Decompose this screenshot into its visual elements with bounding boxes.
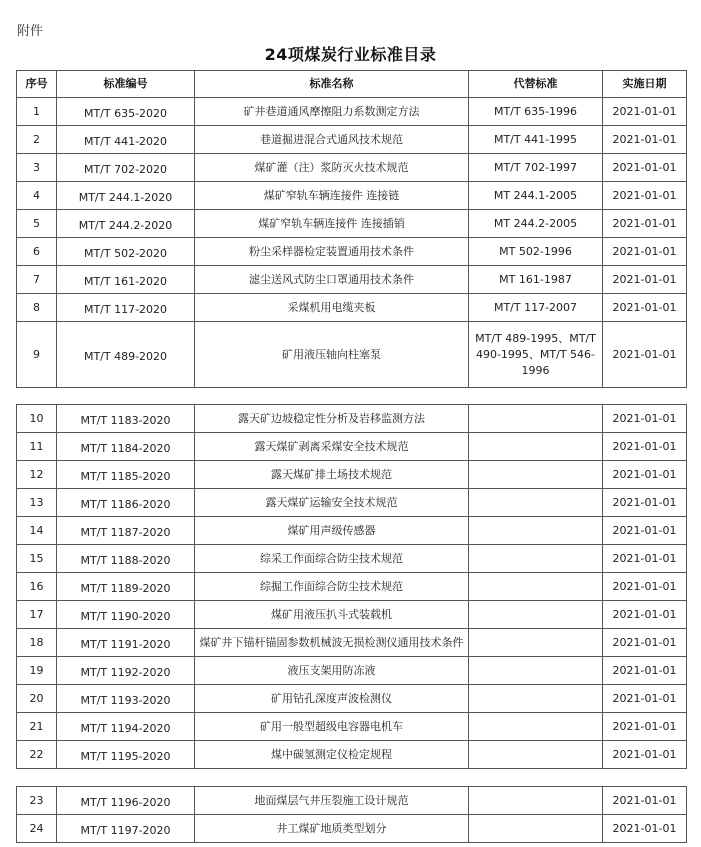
cell-code: MT/T 1195-2020	[57, 741, 195, 769]
cell-date: 2021-01-01	[603, 210, 687, 238]
cell-date: 2021-01-01	[603, 787, 687, 815]
table-row	[17, 433, 687, 461]
cell-no: 1	[17, 98, 57, 126]
cell-code: MT/T 1191-2020	[57, 629, 195, 657]
table-row	[17, 489, 687, 517]
cell-no: 15	[17, 545, 57, 573]
cell-no: 13	[17, 489, 57, 517]
table-row	[17, 815, 687, 843]
cell-name: 综采工作面综合防尘技术规范	[195, 545, 469, 573]
table-row	[17, 405, 687, 433]
cell-name: 煤矿灌（注）浆防灭火技术规范	[195, 154, 469, 182]
cell-code: MT/T 635-2020	[57, 98, 195, 126]
header-replaces: 代替标准	[469, 71, 603, 98]
cell-replaces	[469, 741, 603, 769]
cell-date: 2021-01-01	[603, 601, 687, 629]
cell-no: 6	[17, 238, 57, 266]
cell-no: 22	[17, 741, 57, 769]
cell-date: 2021-01-01	[603, 238, 687, 266]
table-header-row	[17, 71, 687, 98]
table-row	[17, 294, 687, 322]
cell-replaces	[469, 545, 603, 573]
cell-no: 20	[17, 685, 57, 713]
cell-replaces	[469, 517, 603, 545]
header-no: 序号	[17, 71, 57, 98]
cell-code: MT/T 244.2-2020	[57, 210, 195, 238]
cell-replaces: MT/T 441-1995	[469, 126, 603, 154]
cell-date: 2021-01-01	[603, 182, 687, 210]
cell-date: 2021-01-01	[603, 154, 687, 182]
cell-date: 2021-01-01	[603, 489, 687, 517]
table-row	[17, 685, 687, 713]
cell-code: MT/T 1183-2020	[57, 405, 195, 433]
cell-no: 14	[17, 517, 57, 545]
cell-name: 煤中碳氢测定仪检定规程	[195, 741, 469, 769]
cell-code: MT/T 1185-2020	[57, 461, 195, 489]
cell-code: MT/T 1193-2020	[57, 685, 195, 713]
cell-replaces	[469, 685, 603, 713]
cell-replaces	[469, 629, 603, 657]
cell-no: 5	[17, 210, 57, 238]
cell-date: 2021-01-01	[603, 573, 687, 601]
cell-date: 2021-01-01	[603, 685, 687, 713]
cell-no: 9	[17, 322, 57, 388]
cell-name: 露天矿边坡稳定性分析及岩移监测方法	[195, 405, 469, 433]
cell-code: MT/T 1188-2020	[57, 545, 195, 573]
cell-name: 液压支架用防冻液	[195, 657, 469, 685]
cell-no: 12	[17, 461, 57, 489]
cell-name: 采煤机用电缆夹板	[195, 294, 469, 322]
cell-replaces	[469, 405, 603, 433]
table-row	[17, 266, 687, 294]
cell-name: 矿用钻孔深度声波检测仪	[195, 685, 469, 713]
cell-name: 煤矿窄轨车辆连接件 连接插销	[195, 210, 469, 238]
cell-date: 2021-01-01	[603, 126, 687, 154]
cell-replaces	[469, 433, 603, 461]
cell-name: 综掘工作面综合防尘技术规范	[195, 573, 469, 601]
cell-replaces: MT 244.2-2005	[469, 210, 603, 238]
cell-date: 2021-01-01	[603, 741, 687, 769]
table-row	[17, 545, 687, 573]
table-row	[17, 787, 687, 815]
header-code: 标准编号	[57, 71, 195, 98]
cell-name: 矿用一般型超级电容器电机车	[195, 713, 469, 741]
cell-replaces: MT/T 635-1996	[469, 98, 603, 126]
cell-name: 滤尘送风式防尘口罩通用技术条件	[195, 266, 469, 294]
document-title: 24项煤炭行业标准目录	[264, 45, 437, 64]
cell-no: 11	[17, 433, 57, 461]
standards-table-group-2	[16, 404, 687, 769]
cell-code: MT/T 1190-2020	[57, 601, 195, 629]
cell-code: MT/T 161-2020	[57, 266, 195, 294]
cell-code: MT/T 1196-2020	[57, 787, 195, 815]
cell-name: 煤矿井下锚杆锚固参数机械波无损检测仪通用技术条件	[195, 629, 469, 657]
table-row	[17, 154, 687, 182]
table-row	[17, 629, 687, 657]
cell-replaces	[469, 657, 603, 685]
cell-name: 露天煤矿剥离采煤安全技术规范	[195, 433, 469, 461]
table-row	[17, 517, 687, 545]
cell-replaces: MT 244.1-2005	[469, 182, 603, 210]
cell-name: 煤矿窄轨车辆连接件 连接链	[195, 182, 469, 210]
cell-replaces	[469, 573, 603, 601]
cell-replaces: MT 502-1996	[469, 238, 603, 266]
cell-date: 2021-01-01	[603, 405, 687, 433]
cell-code: MT/T 1189-2020	[57, 573, 195, 601]
table-row	[17, 601, 687, 629]
cell-no: 7	[17, 266, 57, 294]
cell-date: 2021-01-01	[603, 433, 687, 461]
cell-no: 18	[17, 629, 57, 657]
cell-no: 4	[17, 182, 57, 210]
cell-code: MT/T 489-2020	[57, 322, 195, 388]
cell-no: 16	[17, 573, 57, 601]
table-row	[17, 98, 687, 126]
cell-no: 24	[17, 815, 57, 843]
cell-replaces: MT/T 702-1997	[469, 154, 603, 182]
cell-no: 17	[17, 601, 57, 629]
cell-name: 煤矿用声级传感器	[195, 517, 469, 545]
cell-no: 2	[17, 126, 57, 154]
table-row	[17, 238, 687, 266]
standards-table-group-1	[16, 70, 687, 388]
cell-name: 地面煤层气井压裂施工设计规范	[195, 787, 469, 815]
cell-code: MT/T 117-2020	[57, 294, 195, 322]
cell-name: 矿用液压轴向柱塞泵	[195, 322, 469, 388]
cell-name: 露天煤矿排土场技术规范	[195, 461, 469, 489]
cell-name: 矿井巷道通风摩擦阻力系数测定方法	[195, 98, 469, 126]
table-row	[17, 573, 687, 601]
attachment-label: 附件	[17, 24, 44, 39]
cell-code: MT/T 502-2020	[57, 238, 195, 266]
cell-date: 2021-01-01	[603, 815, 687, 843]
table-row	[17, 182, 687, 210]
cell-replaces	[469, 815, 603, 843]
cell-replaces	[469, 713, 603, 741]
cell-code: MT/T 1186-2020	[57, 489, 195, 517]
cell-date: 2021-01-01	[603, 294, 687, 322]
cell-date: 2021-01-01	[603, 322, 687, 388]
table-row	[17, 210, 687, 238]
cell-date: 2021-01-01	[603, 266, 687, 294]
table-row	[17, 461, 687, 489]
cell-no: 23	[17, 787, 57, 815]
cell-replaces	[469, 489, 603, 517]
cell-code: MT/T 1192-2020	[57, 657, 195, 685]
cell-no: 8	[17, 294, 57, 322]
cell-code: MT/T 702-2020	[57, 154, 195, 182]
cell-code: MT/T 244.1-2020	[57, 182, 195, 210]
cell-replaces	[469, 787, 603, 815]
cell-date: 2021-01-01	[603, 713, 687, 741]
cell-date: 2021-01-01	[603, 629, 687, 657]
cell-name: 粉尘采样器检定装置通用技术条件	[195, 238, 469, 266]
cell-replaces	[469, 461, 603, 489]
cell-date: 2021-01-01	[603, 517, 687, 545]
cell-no: 21	[17, 713, 57, 741]
cell-date: 2021-01-01	[603, 98, 687, 126]
table-row	[17, 713, 687, 741]
cell-no: 19	[17, 657, 57, 685]
cell-name: 露天煤矿运输安全技术规范	[195, 489, 469, 517]
cell-code: MT/T 1184-2020	[57, 433, 195, 461]
cell-date: 2021-01-01	[603, 657, 687, 685]
cell-replaces: MT/T 117-2007	[469, 294, 603, 322]
cell-code: MT/T 1187-2020	[57, 517, 195, 545]
header-name: 标准名称	[195, 71, 469, 98]
table-row	[17, 657, 687, 685]
cell-no: 10	[17, 405, 57, 433]
cell-date: 2021-01-01	[603, 461, 687, 489]
header-date: 实施日期	[603, 71, 687, 98]
cell-replaces: MT/T 489-1995、MT/T 490-1995、MT/T 546-1996	[469, 322, 603, 388]
cell-name: 井工煤矿地质类型划分	[195, 815, 469, 843]
cell-date: 2021-01-01	[603, 545, 687, 573]
cell-code: MT/T 1194-2020	[57, 713, 195, 741]
cell-replaces	[469, 601, 603, 629]
cell-code: MT/T 1197-2020	[57, 815, 195, 843]
cell-no: 3	[17, 154, 57, 182]
cell-name: 巷道掘进混合式通风技术规范	[195, 126, 469, 154]
table-row	[17, 126, 687, 154]
table-row	[17, 741, 687, 769]
cell-replaces: MT 161-1987	[469, 266, 603, 294]
table-row	[17, 322, 687, 388]
cell-code: MT/T 441-2020	[57, 126, 195, 154]
standards-table-group-3	[16, 786, 687, 843]
cell-name: 煤矿用液压扒斗式装载机	[195, 601, 469, 629]
